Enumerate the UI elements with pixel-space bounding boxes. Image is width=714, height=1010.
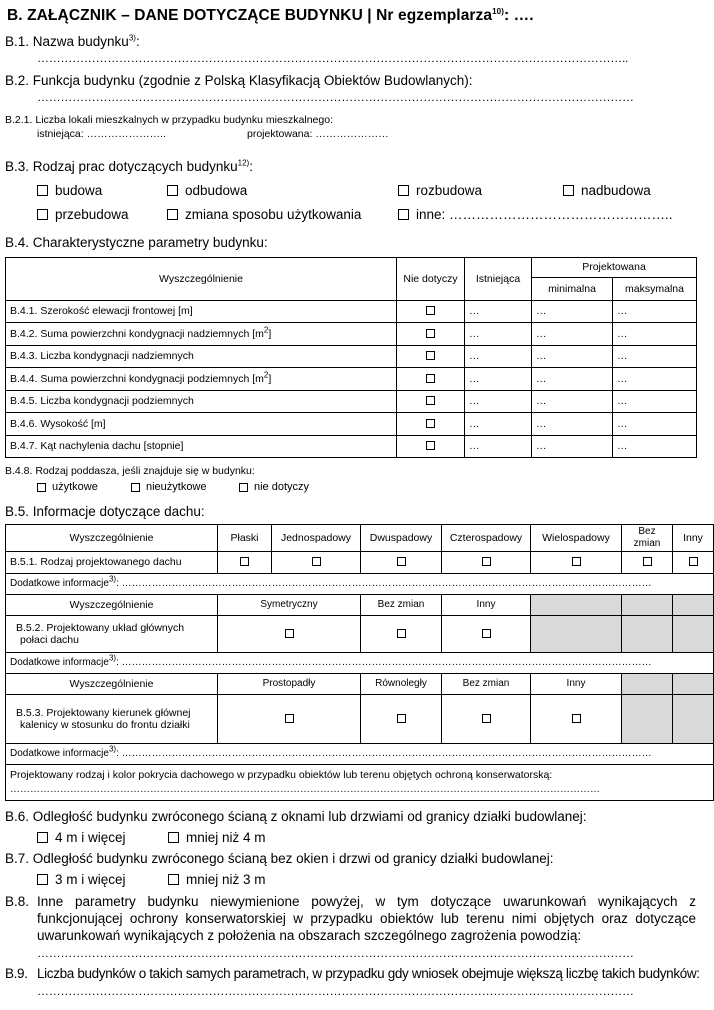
checkbox[interactable] [37,832,48,843]
work-type-row-2 [5,204,696,224]
max-cell[interactable]: … [613,323,697,346]
checkbox[interactable] [482,557,491,566]
disabled-cell [673,695,714,744]
checkbox[interactable] [482,629,491,638]
checkbox[interactable] [239,483,248,492]
other-parameters-field[interactable]: ……………………………………………………………………………………………………………………………………… [37,946,634,960]
disabled-cell [673,674,714,695]
table-row [6,345,697,368]
min-cell[interactable]: … [532,435,613,458]
checkbox[interactable] [240,557,249,566]
option-rozbudowa[interactable]: rozbudowa [398,183,563,198]
disabled-cell [622,616,673,653]
additional-info-field[interactable]: Dodatkowe informacje$^{3)}$: …………………………………………………………………………………………………………………………………………… [6,653,714,674]
checkbox[interactable] [572,557,581,566]
checkbox-cell[interactable] [361,616,442,653]
work-type-row-1 [5,180,696,200]
option-budowa[interactable]: budowa [37,183,167,198]
na-cell[interactable] [397,368,465,391]
apartments-planned-field[interactable]: projektowana: ………………… [247,128,389,140]
min-cell[interactable]: … [532,323,613,346]
min-cell[interactable]: … [532,390,613,413]
disabled-cell [622,674,673,695]
checkbox-cell[interactable] [531,552,622,574]
attic-options [5,481,696,493]
slope-header: Bez zmian [361,595,442,616]
row-label: B.4.4. Suma powierzchni kondygnacji podziemnych $[m^2]$ [6,368,397,391]
header-max: maksymalna [613,278,697,301]
na-cell[interactable] [397,323,465,346]
option-less-3m[interactable]: mniej niż 3 m [168,872,266,887]
checkbox[interactable] [426,306,435,315]
checkbox-cell[interactable] [218,552,272,574]
checkbox[interactable] [37,209,48,220]
checkbox[interactable] [426,374,435,383]
existing-cell[interactable]: … [465,323,532,346]
row-label: B.4.1. Szerokość elewacji frontowej [m] [6,300,397,323]
roof-header-spec: Wyszczególnienie [6,525,218,552]
checkbox[interactable] [37,874,48,885]
checkbox[interactable] [285,629,294,638]
row-label: B.4.2. Suma powierzchni kondygnacji nadziemnych $[m^2]$ [6,323,397,346]
section-b7: B.7. Odległość budynku zwróconego ścianą bez okien i drzwi od granicy działki budowlanej: [5,851,554,866]
section-b3: B.3. Rodzaj prac dotyczących budynku$^{12)}$: [5,158,253,174]
max-cell[interactable]: … [613,368,697,391]
checkbox[interactable] [397,557,406,566]
checkbox[interactable] [426,396,435,405]
checkbox[interactable] [312,557,321,566]
existing-cell[interactable]: … [465,300,532,323]
checkbox-cell[interactable] [442,616,531,653]
min-cell[interactable]: … [532,368,613,391]
table-row [6,390,697,413]
existing-cell[interactable]: … [465,345,532,368]
section-b4: B.4. Charakterystyczne parametry budynku: [5,235,268,250]
max-cell[interactable]: … [613,300,697,323]
checkbox-cell[interactable] [673,552,714,574]
row-label: B.5.2. Projektowany układ głównych połaci dachu [6,616,218,653]
roof-table [5,524,714,801]
option-less-4m[interactable]: mniej niż 4 m [168,830,266,845]
option-przebudowa[interactable]: przebudowa [37,207,167,222]
header-spec: Wyszczególnienie [6,258,397,301]
checkbox[interactable] [168,832,179,843]
option-nieuzytkowe[interactable]: nieużytkowe [131,481,239,493]
min-cell[interactable]: … [532,300,613,323]
disabled-cell [531,595,622,616]
page-title: B. ZAŁĄCZNIK – DANE DOTYCZĄCE BUDYNKU | Nr egzemplarza$^{10)}$: …. [7,6,534,24]
section-b8: B.8. Inne parametry budynku niewymienione powyżej, w tym dotyczące uwarunkowań wynikających z funkcjonującej ochrony konserwatorskiej w przypadku obiektów lub terenu nimi objętych oraz dotyczące uwarunkowań wynikających z położenia na obszarach szczególnego zagrożenia powodzią: [5,894,696,943]
roof-cover-dots[interactable]: …………………………………………………………………………………………………………………………………………………………… [10,783,600,795]
checkbox[interactable] [398,209,409,220]
existing-cell[interactable]: … [465,435,532,458]
slope-header-spec: Wyszczególnienie [6,595,218,616]
roof-header: Inny [673,525,714,552]
option-zmiana-sposobu[interactable]: zmiana sposobu użytkowania [167,207,398,222]
option-uzytkowe[interactable]: użytkowe [37,481,131,493]
option-4m-more[interactable]: 4 m i więcej [37,830,168,845]
row-label: B.4.6. Wysokość [m] [6,413,397,436]
max-cell[interactable]: … [613,345,697,368]
checkbox[interactable] [131,483,140,492]
disabled-cell [531,616,622,653]
roof-header: Czterospadowy [442,525,531,552]
header-existing: Istniejąca [465,258,532,301]
option-inne[interactable]: inne: ………………………………………….. [398,207,673,222]
checkbox-cell[interactable] [218,616,361,653]
ridge-header-spec: Wyszczególnienie [6,674,218,695]
header-na: Nie dotyczy [397,258,465,301]
table-row [6,552,714,574]
header-planned: Projektowana [532,258,697,278]
apartments-existing-field[interactable]: istniejąca: ………………….. [37,128,166,140]
existing-cell[interactable]: … [465,368,532,391]
table-row [6,695,714,744]
table-row [6,413,697,436]
na-cell[interactable] [397,345,465,368]
existing-cell[interactable]: … [465,390,532,413]
na-cell[interactable] [397,300,465,323]
checkbox-cell[interactable] [442,695,531,744]
option-nadbudowa[interactable]: nadbudowa [563,183,651,198]
checkbox-cell[interactable] [361,695,442,744]
checkbox[interactable] [167,185,178,196]
roof-cover-label: Projektowany rodzaj i kolor pokrycia dachowego w przypadku obiektów lub terenu objętych ochroną konserwatorską: [10,769,553,781]
roof-header: Wielospadowy [531,525,622,552]
disabled-cell [673,595,714,616]
checkbox[interactable] [168,874,179,885]
checkbox[interactable] [397,629,406,638]
checkbox[interactable] [397,714,406,723]
checkbox-cell[interactable] [442,552,531,574]
option-odbudowa[interactable]: odbudowa [167,183,398,198]
checkbox[interactable] [643,557,652,566]
section-b48: B.4.8. Rodzaj poddasza, jeśli znajduje się w budynku: [5,465,255,477]
building-name-field[interactable]: …………………………………………………………………………………………………………………………………….. [37,51,629,65]
table-row [6,323,697,346]
checkbox[interactable] [426,351,435,360]
section-b9: B.9. Liczba budynków o takich samych parametrach, w przypadku gdy wniosek obejmuje większą liczbę takich budynków: [5,966,700,981]
roof-header: Bez zmian [622,525,673,552]
roof-header: Płaski [218,525,272,552]
max-cell[interactable]: … [613,435,697,458]
roof-cover-field[interactable] [6,765,714,801]
distance-options-b6 [5,828,696,846]
table-row [6,435,697,458]
row-label: B.4.5. Liczba kondygnacji podziemnych [6,390,397,413]
na-cell[interactable] [397,435,465,458]
checkbox[interactable] [37,185,48,196]
checkbox[interactable] [426,441,435,450]
section-b2: B.2. Funkcja budynku (zgodnie z Polską Klasyfikacją Obiektów Budowlanych): [5,73,473,88]
na-cell[interactable] [397,413,465,436]
table-row [6,616,714,653]
ridge-header: Inny [531,674,622,695]
checkbox[interactable] [37,483,46,492]
checkbox-cell[interactable] [218,695,361,744]
existing-cell[interactable]: … [465,413,532,436]
table-row [6,368,697,391]
checkbox[interactable] [563,185,574,196]
row-label: B.5.1. Rodzaj projektowanego dachu [6,552,218,574]
ridge-header: Prostopadły [218,674,361,695]
additional-info-field[interactable]: Dodatkowe informacje$^{3)}$: …………………………………………………………………………………………………………………………………………… [6,574,714,595]
checkbox[interactable] [689,557,698,566]
checkbox[interactable] [482,714,491,723]
additional-info-field[interactable]: Dodatkowe informacje$^{3)}$: …………………………………………………………………………………………………………………………………………… [6,744,714,765]
building-count-field[interactable]: ……………………………………………………………………………………………………………………………………… [37,984,634,998]
disabled-cell [622,595,673,616]
disabled-cell [622,695,673,744]
checkbox[interactable] [398,185,409,196]
checkbox[interactable] [426,329,435,338]
slope-header: Inny [442,595,531,616]
min-cell[interactable]: … [532,345,613,368]
checkbox[interactable] [285,714,294,723]
section-b21: B.2.1. Liczba lokali mieszkalnych w przypadku budynku mieszkalnego: [5,114,333,126]
ridge-header: Bez zmian [442,674,531,695]
checkbox-cell[interactable] [531,695,622,744]
apartments-row [5,127,696,141]
min-cell[interactable]: … [532,413,613,436]
ridge-header: Równoległy [361,674,442,695]
na-cell[interactable] [397,390,465,413]
row-label: B.5.3. Projektowany kierunek głównej kalenicy w stosunku do frontu działki [6,695,218,744]
checkbox[interactable] [167,209,178,220]
checkbox-cell[interactable] [622,552,673,574]
checkbox[interactable] [572,714,581,723]
slope-header: Symetryczny [218,595,361,616]
option-3m-more[interactable]: 3 m i więcej [37,872,168,887]
section-b1: B.1. Nazwa budynku$^{3)}$: [5,33,140,49]
max-cell[interactable]: … [613,413,697,436]
section-b5: B.5. Informacje dotyczące dachu: [5,504,205,519]
header-min: minimalna [532,278,613,301]
building-function-field[interactable]: ……………………………………………………………………………………………………………………………………… [37,90,634,104]
roof-header: Dwuspadowy [361,525,442,552]
distance-options-b7 [5,870,696,888]
row-label: B.4.7. Kąt nachylenia dachu [stopnie] [6,435,397,458]
row-label: B.4.3. Liczba kondygnacji nadziemnych [6,345,397,368]
option-nie-dotyczy[interactable]: nie dotyczy [239,481,309,493]
disabled-cell [673,616,714,653]
table-row [6,300,697,323]
checkbox-cell[interactable] [272,552,361,574]
section-b6: B.6. Odległość budynku zwróconego ścianą z oknami lub drzwiami od granicy działki budowlanej: [5,809,587,824]
roof-header: Jednospadowy [272,525,361,552]
checkbox-cell[interactable] [361,552,442,574]
parameters-table [5,257,697,458]
checkbox[interactable] [426,419,435,428]
max-cell[interactable]: … [613,390,697,413]
